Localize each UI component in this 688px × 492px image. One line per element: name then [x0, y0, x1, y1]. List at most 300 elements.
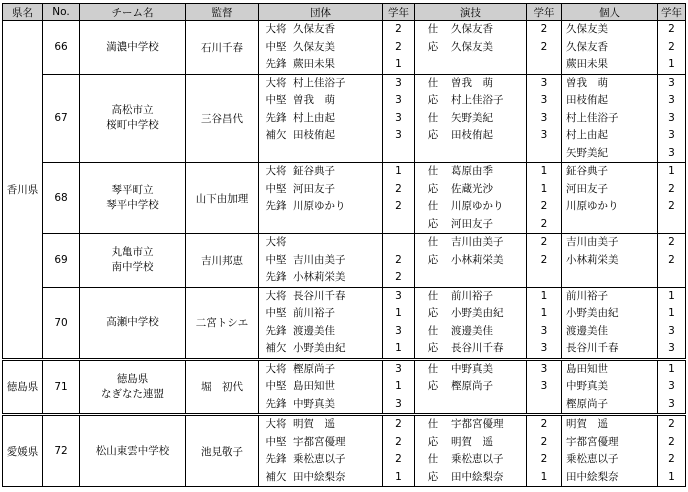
team-no: 67 — [43, 74, 80, 163]
coach-name: 二宮トシエ — [186, 287, 259, 359]
kata-member: 小林莉栄美 — [451, 253, 504, 266]
line — [566, 323, 657, 341]
grade: 2 — [395, 418, 402, 430]
grade: 2 — [540, 418, 548, 430]
line — [527, 92, 561, 110]
grade: 2 — [540, 435, 548, 448]
team-position: 中堅 — [265, 435, 287, 448]
line — [259, 75, 382, 93]
grade: 3 — [540, 94, 548, 106]
kata-role: 応 — [427, 307, 439, 319]
kata-member: 小野美由紀 — [451, 307, 504, 319]
line — [259, 198, 382, 216]
indiv-member: 田中絵梨奈 — [566, 470, 619, 483]
grade: 1 — [395, 342, 402, 354]
indiv-member: 小林莉栄美 — [566, 253, 619, 266]
team-no: 66 — [43, 21, 80, 75]
line — [415, 252, 526, 270]
indiv-entries — [562, 74, 658, 163]
team-position: 先鋒 — [265, 453, 287, 465]
team-member: 明賀 遥 — [293, 418, 335, 430]
indiv-member: 川原ゆかり — [566, 200, 619, 212]
kata-role: 仕 — [427, 111, 439, 124]
header-school: チーム名 — [80, 4, 186, 21]
line — [383, 127, 414, 145]
school-line-2: 桜町中学校 — [106, 119, 159, 132]
indiv-member: 久保友美 — [566, 23, 608, 35]
line — [383, 92, 414, 110]
team-row — [3, 359, 686, 415]
line — [415, 21, 526, 39]
line — [527, 163, 561, 181]
line — [658, 451, 685, 469]
indiv-member: 矢野美紀 — [566, 146, 608, 159]
kata-role: 仕 — [427, 23, 439, 35]
indiv-entries — [562, 287, 658, 359]
line — [415, 216, 526, 234]
school-name — [80, 234, 186, 288]
line — [566, 340, 657, 358]
kata-entries — [415, 415, 527, 487]
kata-member: 川原ゆかり — [451, 200, 504, 212]
header-grade-team: 学年 — [383, 4, 415, 21]
team-position: 中堅 — [265, 307, 287, 319]
line — [415, 434, 526, 452]
kata-member: 田中絵梨奈 — [451, 470, 504, 483]
grade: 3 — [668, 397, 675, 410]
line — [415, 451, 526, 469]
header-coach: 監督 — [186, 4, 259, 21]
team-position: 大将 — [265, 418, 287, 430]
school-line-1: 松山東雲中学校 — [95, 444, 170, 457]
kata-member: 渡邊美佳 — [451, 324, 493, 337]
header-grade-indiv: 学年 — [658, 4, 686, 21]
line — [527, 110, 561, 128]
grade: 1 — [540, 165, 548, 177]
team-member: 河田友子 — [293, 182, 335, 195]
grade: 3 — [668, 324, 675, 337]
line — [259, 469, 382, 487]
team-position: 中堅 — [265, 253, 287, 266]
line — [259, 434, 382, 452]
school-line-1: 丸亀市立 — [111, 246, 154, 259]
line — [566, 396, 657, 414]
team-member: 渡邊美佳 — [293, 324, 335, 337]
line — [566, 378, 657, 396]
grade: 1 — [540, 289, 548, 302]
school-name — [80, 21, 186, 75]
grade: 2 — [668, 23, 675, 35]
school-name — [80, 287, 186, 359]
kata-member: 葛原由季 — [451, 165, 493, 177]
grade: 2 — [668, 236, 675, 248]
line — [527, 416, 561, 434]
indiv-member: 島田知世 — [566, 362, 608, 375]
line — [415, 288, 526, 306]
line — [658, 340, 685, 358]
indiv-member: 吉川由美子 — [566, 236, 619, 248]
kata-role: 応 — [427, 342, 439, 354]
kata-role: 仕 — [427, 418, 439, 430]
line — [415, 92, 526, 110]
grade: 3 — [668, 129, 675, 141]
kata-role: 仕 — [427, 76, 439, 89]
school-line-1: 徳島県 — [116, 372, 149, 385]
grade: 2 — [395, 253, 402, 266]
grade: 3 — [395, 129, 402, 141]
team-member: 前川裕子 — [293, 307, 335, 319]
line — [259, 92, 382, 110]
line — [658, 361, 685, 379]
line — [658, 181, 685, 199]
line — [658, 416, 685, 434]
line — [259, 361, 382, 379]
grade: 2 — [395, 200, 402, 212]
header-pref: 県名 — [3, 4, 43, 21]
coach-name: 堀 初代 — [186, 359, 259, 415]
line — [415, 305, 526, 323]
coach-name: 三谷昌代 — [186, 74, 259, 163]
kata-entries — [415, 234, 527, 288]
team-grades — [383, 359, 415, 415]
grade: 2 — [395, 40, 402, 53]
kata-role: 応 — [427, 129, 439, 141]
grade: 3 — [395, 94, 402, 106]
team-entries — [259, 234, 383, 288]
coach-name: 吉川邦恵 — [186, 234, 259, 288]
indiv-member: 小野美由紀 — [566, 307, 619, 319]
team-position: 大将 — [265, 23, 287, 35]
indiv-grades — [658, 287, 686, 359]
grade: 1 — [395, 307, 402, 319]
line — [383, 434, 414, 452]
line — [383, 378, 414, 396]
line — [415, 469, 526, 487]
kata-grades — [527, 163, 562, 234]
kata-role: 応 — [427, 435, 439, 448]
indiv-member: 田枝侑起 — [566, 94, 608, 106]
line — [415, 234, 526, 252]
team-member: 小林莉栄美 — [293, 271, 346, 283]
line — [383, 163, 414, 181]
line — [527, 434, 561, 452]
grade: 3 — [540, 324, 548, 337]
pref-cell: 愛媛県 — [3, 415, 43, 487]
grade: 2 — [395, 182, 402, 195]
grade: 3 — [540, 129, 548, 141]
line — [259, 340, 382, 358]
line — [415, 75, 526, 93]
team-no: 72 — [43, 415, 80, 487]
kata-role: 応 — [427, 380, 439, 392]
line — [658, 234, 685, 252]
kata-member: 吉川由美子 — [451, 236, 504, 248]
line — [566, 234, 657, 252]
team-member: 田中絵梨奈 — [293, 470, 346, 483]
line — [383, 340, 414, 358]
indiv-member: 久保友香 — [566, 40, 608, 53]
grade: 3 — [395, 76, 402, 89]
kata-role: 応 — [427, 40, 439, 53]
indiv-entries — [562, 234, 658, 288]
line — [658, 39, 685, 57]
kata-member: 矢野美紀 — [451, 111, 493, 124]
school-name — [80, 359, 186, 415]
line — [527, 75, 561, 93]
indiv-member: 中野真美 — [566, 380, 608, 392]
team-position: 中堅 — [265, 94, 287, 106]
indiv-member: 曽我 萌 — [566, 76, 608, 89]
line — [415, 163, 526, 181]
grade: 3 — [540, 380, 548, 392]
line — [566, 92, 657, 110]
team-position: 補欠 — [265, 342, 287, 354]
team-member: 吉川由美子 — [293, 253, 346, 266]
kata-grades — [527, 74, 562, 163]
grade: 2 — [668, 418, 675, 430]
line — [415, 198, 526, 216]
school-line-1: 満濃中学校 — [106, 40, 159, 53]
team-member: 宇都宮優理 — [293, 435, 346, 448]
team-member: 久保友美 — [293, 40, 335, 53]
team-position: 補欠 — [265, 470, 287, 483]
indiv-grades — [658, 359, 686, 415]
line — [566, 305, 657, 323]
line — [658, 127, 685, 145]
team-entries — [259, 21, 383, 75]
indiv-entries — [562, 415, 658, 487]
indiv-grades — [658, 163, 686, 234]
grade: 1 — [395, 380, 402, 392]
kata-role: 応 — [427, 182, 439, 195]
grade: 2 — [668, 453, 675, 465]
kata-member: 長谷川千春 — [451, 342, 504, 354]
line — [383, 39, 414, 57]
grade: 1 — [668, 470, 675, 483]
line — [527, 216, 561, 234]
school-name — [80, 415, 186, 487]
grade: 3 — [540, 342, 548, 354]
line — [566, 39, 657, 57]
line — [383, 451, 414, 469]
team-member: 乗松恵以子 — [293, 453, 346, 465]
indiv-member: 村上佳浴子 — [566, 111, 619, 124]
kata-role: 仕 — [427, 362, 439, 375]
kata-role: 応 — [427, 217, 439, 230]
team-member: 田枝侑起 — [293, 129, 335, 141]
line — [658, 323, 685, 341]
kata-member: 樫原尚子 — [451, 380, 493, 392]
team-row — [3, 74, 686, 163]
grade: 1 — [540, 307, 548, 319]
line — [415, 323, 526, 341]
line — [259, 234, 382, 252]
grade: 1 — [395, 58, 402, 70]
kata-entries — [415, 359, 527, 415]
line — [658, 145, 685, 163]
school-line-1: 琴平町立 — [111, 184, 154, 196]
indiv-entries — [562, 163, 658, 234]
kata-member: 明賀 遥 — [451, 435, 493, 448]
team-position: 大将 — [265, 165, 287, 177]
kata-member: 田枝侑起 — [451, 129, 493, 141]
school-name — [80, 163, 186, 234]
grade: 2 — [668, 40, 675, 53]
grade: 1 — [668, 362, 675, 375]
line — [566, 198, 657, 216]
team-row — [3, 287, 686, 359]
team-no: 70 — [43, 287, 80, 359]
kata-member: 乗松恵以子 — [451, 453, 504, 465]
grade: 1 — [540, 470, 548, 483]
line — [658, 396, 685, 414]
kata-role: 仕 — [427, 324, 439, 337]
team-entries — [259, 415, 383, 487]
kata-member: 前川裕子 — [451, 289, 493, 302]
team-position: 先鋒 — [265, 200, 287, 212]
indiv-member: 蕨田未果 — [566, 58, 608, 70]
line — [259, 181, 382, 199]
team-member: 曽我 萌 — [293, 94, 335, 106]
indiv-grades — [658, 234, 686, 288]
team-row — [3, 415, 686, 487]
team-member: 村上由起 — [293, 111, 335, 124]
team-grades — [383, 234, 415, 288]
team-member: 鉦谷典子 — [293, 165, 335, 177]
line — [383, 110, 414, 128]
line — [415, 340, 526, 358]
team-position: 大将 — [265, 362, 287, 375]
grade: 3 — [668, 76, 675, 89]
line — [566, 469, 657, 487]
line — [658, 21, 685, 39]
grade: 2 — [540, 217, 548, 230]
team-member: 蕨田未果 — [293, 58, 335, 70]
line — [658, 56, 685, 74]
line — [383, 252, 414, 270]
team-member: 中野真美 — [293, 397, 335, 410]
line — [415, 378, 526, 396]
grade: 2 — [540, 23, 548, 35]
coach-name: 石川千春 — [186, 21, 259, 75]
team-member: 樫原尚子 — [293, 362, 335, 375]
indiv-member: 明賀 遥 — [566, 418, 608, 430]
grade: 3 — [668, 146, 675, 159]
line — [259, 163, 382, 181]
team-row — [3, 234, 686, 288]
line — [658, 163, 685, 181]
team-position: 先鋒 — [265, 58, 287, 70]
team-entries — [259, 163, 383, 234]
team-position: 大将 — [265, 289, 287, 302]
kata-role: 応 — [427, 253, 439, 266]
line — [566, 110, 657, 128]
grade: 2 — [668, 253, 675, 266]
line — [566, 181, 657, 199]
kata-member: 村上佳浴子 — [451, 94, 504, 106]
indiv-member: 長谷川千春 — [566, 342, 619, 354]
line — [259, 269, 382, 287]
grade: 2 — [540, 253, 548, 266]
line — [259, 21, 382, 39]
line — [527, 288, 561, 306]
grade: 1 — [668, 58, 675, 70]
line — [658, 434, 685, 452]
kata-member: 河田友子 — [451, 217, 493, 230]
line — [383, 288, 414, 306]
line — [566, 252, 657, 270]
header-row — [3, 4, 686, 21]
coach-name: 山下由加理 — [186, 163, 259, 234]
kata-grades — [527, 359, 562, 415]
indiv-grades — [658, 415, 686, 487]
line — [658, 252, 685, 270]
line — [527, 305, 561, 323]
pref-cell: 徳島県 — [3, 359, 43, 415]
line — [527, 234, 561, 252]
kata-member: 久保友美 — [451, 40, 493, 53]
line — [383, 469, 414, 487]
team-position: 補欠 — [265, 129, 287, 141]
line — [566, 451, 657, 469]
kata-grades — [527, 415, 562, 487]
line — [527, 21, 561, 39]
line — [415, 416, 526, 434]
team-grades — [383, 415, 415, 487]
line — [527, 323, 561, 341]
line — [383, 234, 414, 252]
kata-entries — [415, 163, 527, 234]
line — [383, 198, 414, 216]
line — [566, 361, 657, 379]
indiv-member: 渡邊美佳 — [566, 324, 608, 337]
team-position: 大将 — [265, 236, 287, 248]
header-kata: 演技 — [415, 4, 527, 21]
team-position: 先鋒 — [265, 324, 287, 337]
team-position: 大将 — [265, 76, 287, 89]
line — [259, 396, 382, 414]
grade: 2 — [668, 182, 675, 195]
indiv-member: 宇都宮優理 — [566, 435, 619, 448]
line — [259, 416, 382, 434]
indiv-member: 村上由起 — [566, 129, 608, 141]
indiv-member: 乗松恵以子 — [566, 453, 619, 465]
grade: 1 — [395, 470, 402, 483]
grade: 1 — [540, 182, 548, 195]
team-position: 中堅 — [265, 40, 287, 53]
pref-cell: 香川県 — [3, 21, 43, 360]
line — [415, 39, 526, 57]
kata-role: 仕 — [427, 200, 439, 212]
team-member: 久保友香 — [293, 23, 335, 35]
team-no: 69 — [43, 234, 80, 288]
kata-member: 久保友香 — [451, 23, 493, 35]
line — [527, 181, 561, 199]
team-position: 先鋒 — [265, 111, 287, 124]
header-grade-kata: 学年 — [527, 4, 562, 21]
grade: 1 — [668, 307, 675, 319]
line — [658, 198, 685, 216]
line — [527, 361, 561, 379]
indiv-entries — [562, 359, 658, 415]
line — [658, 469, 685, 487]
line — [566, 163, 657, 181]
grade: 2 — [395, 271, 402, 283]
kata-role: 仕 — [427, 453, 439, 465]
line — [259, 110, 382, 128]
grade: 1 — [395, 165, 402, 177]
line — [566, 75, 657, 93]
